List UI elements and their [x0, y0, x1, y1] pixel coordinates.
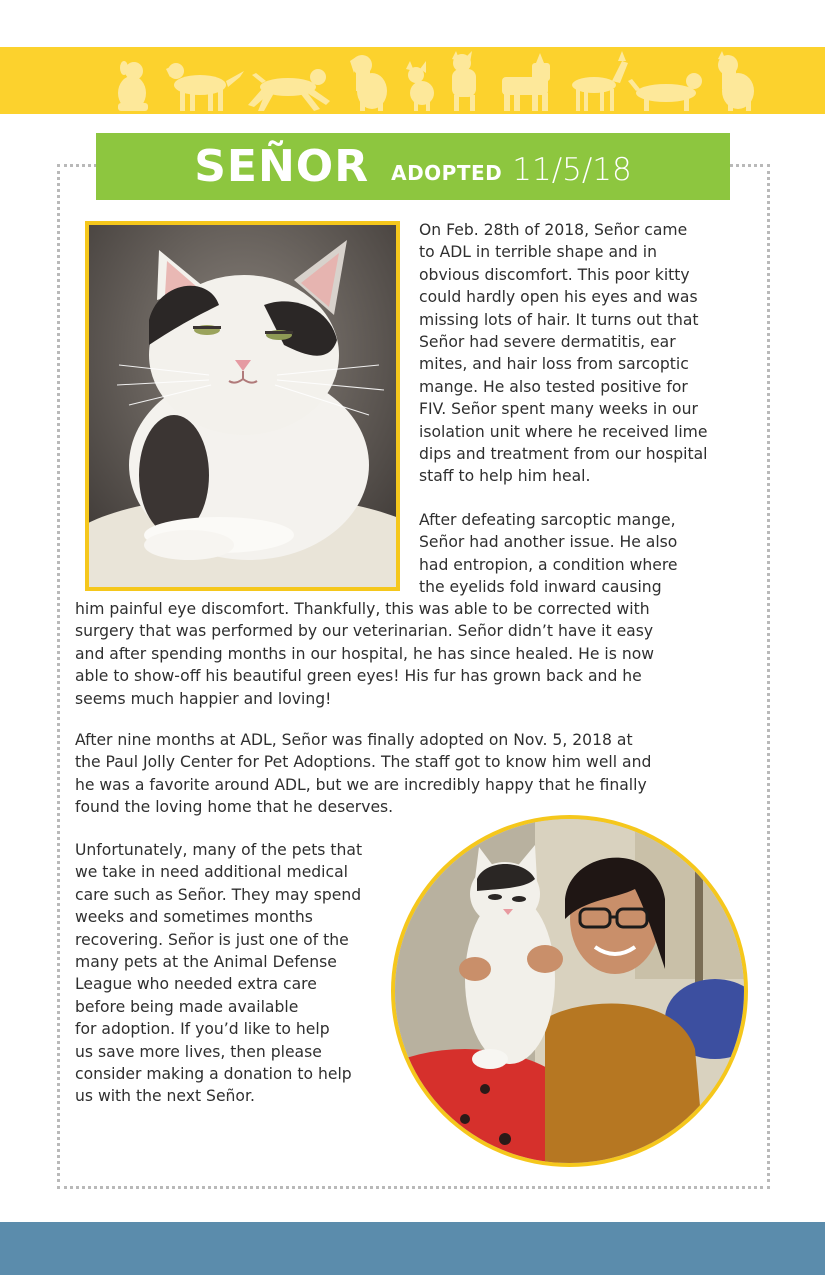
story-line: mites, and hair loss from sarcoptic [419, 355, 689, 374]
story-line: isolation unit where he received lime [419, 422, 708, 441]
story-line: Unfortunately, many of the pets that [75, 841, 363, 859]
story-line: League who needed extra care [75, 975, 317, 994]
story-line: Señor had another issue. He also [419, 533, 678, 552]
dog-silhouette-8 [572, 51, 628, 111]
story-line: obvious discomfort. This poor kitty [419, 265, 690, 284]
story-line: to ADL in terrible shape and in [419, 243, 657, 262]
story-line: he was a favorite around ADL, but we are incredibly happy that he finally [75, 775, 647, 794]
story-line: After defeating sarcoptic mange, [419, 511, 676, 529]
story-line: mange. He also tested positive for [419, 377, 688, 396]
story-line: us save more lives, then please [75, 1042, 322, 1061]
story-paragraph-4 [75, 839, 405, 1108]
story-line: the eyelids fold inward causing [419, 578, 662, 597]
story-line: consider making a donation to help [75, 1065, 352, 1084]
story-line: dips and treatment from our hospital [419, 445, 708, 464]
story-line: surgery that was performed by our veterinarian. Señor didn’t have it easy [75, 622, 654, 641]
dog-silhouette-9 [628, 73, 702, 111]
story-line: seems much happier and loving! [75, 689, 332, 708]
dog-silhouette-1 [118, 61, 148, 111]
story-paragraph-2-top [419, 509, 764, 599]
story-line: recovering. Señor is just one of the [75, 930, 349, 949]
story-line: us with the next Señor. [75, 1087, 255, 1106]
story-paragraph-1 [419, 219, 764, 488]
adopter-photo [391, 815, 748, 1167]
story-line: FIV. Señor spent many weeks in our [419, 400, 698, 419]
story-line: we take in need additional medical [75, 863, 348, 882]
header-band [0, 47, 825, 114]
adopted-label: ADOPTED [391, 160, 503, 185]
cat-photo [85, 221, 400, 591]
pet-name: SEÑOR [194, 141, 370, 192]
story-paragraph-3 [75, 729, 765, 819]
title-bar [96, 133, 730, 200]
story-line: could hardly open his eyes and was [419, 288, 698, 307]
story-line: found the loving home that he deserves. [75, 798, 394, 817]
story-line: the Paul Jolly Center for Pet Adoptions. The staff got to know him well and [75, 753, 652, 772]
story-line: for adoption. If you’d like to help [75, 1020, 330, 1039]
dog-silhouette-5 [406, 61, 434, 111]
story-line: missing lots of hair. It turns out that [419, 310, 699, 329]
story-paragraph-2-bottom [75, 598, 765, 710]
story-line: and after spending months in our hospital, he has since healed. He is now [75, 644, 655, 663]
story-line: Señor had severe dermatitis, ear [419, 333, 676, 352]
adopted-date: 11/5/18 [512, 151, 632, 188]
dog-silhouette-10 [718, 51, 754, 111]
story-line: many pets at the Animal Defense [75, 953, 337, 972]
story-line: able to show-off his beautiful green eyes! His fur has grown back and he [75, 667, 642, 686]
story-line: staff to help him heal. [419, 467, 591, 486]
dog-silhouette-7 [502, 53, 550, 111]
dog-silhouette-3 [248, 69, 330, 111]
dog-silhouette-6 [452, 51, 476, 111]
cat-illustration [89, 225, 396, 587]
dog-silhouette-4 [350, 55, 387, 111]
story-line: before being made available [75, 997, 299, 1016]
story-line: On Feb. 28th of 2018, Señor came [419, 221, 688, 239]
story-line: had entropion, a condition where [419, 555, 678, 574]
story-line: weeks and sometimes months [75, 908, 313, 927]
story-line: care such as Señor. They may spend [75, 885, 362, 904]
pet-silhouettes [0, 47, 825, 114]
footer-band [0, 1222, 825, 1275]
story-line: After nine months at ADL, Señor was finally adopted on Nov. 5, 2018 at [75, 731, 633, 749]
story-line: him painful eye discomfort. Thankfully, this was able to be corrected with [75, 600, 650, 618]
adopter-illustration [395, 819, 744, 1163]
dog-silhouette-2 [166, 63, 244, 111]
